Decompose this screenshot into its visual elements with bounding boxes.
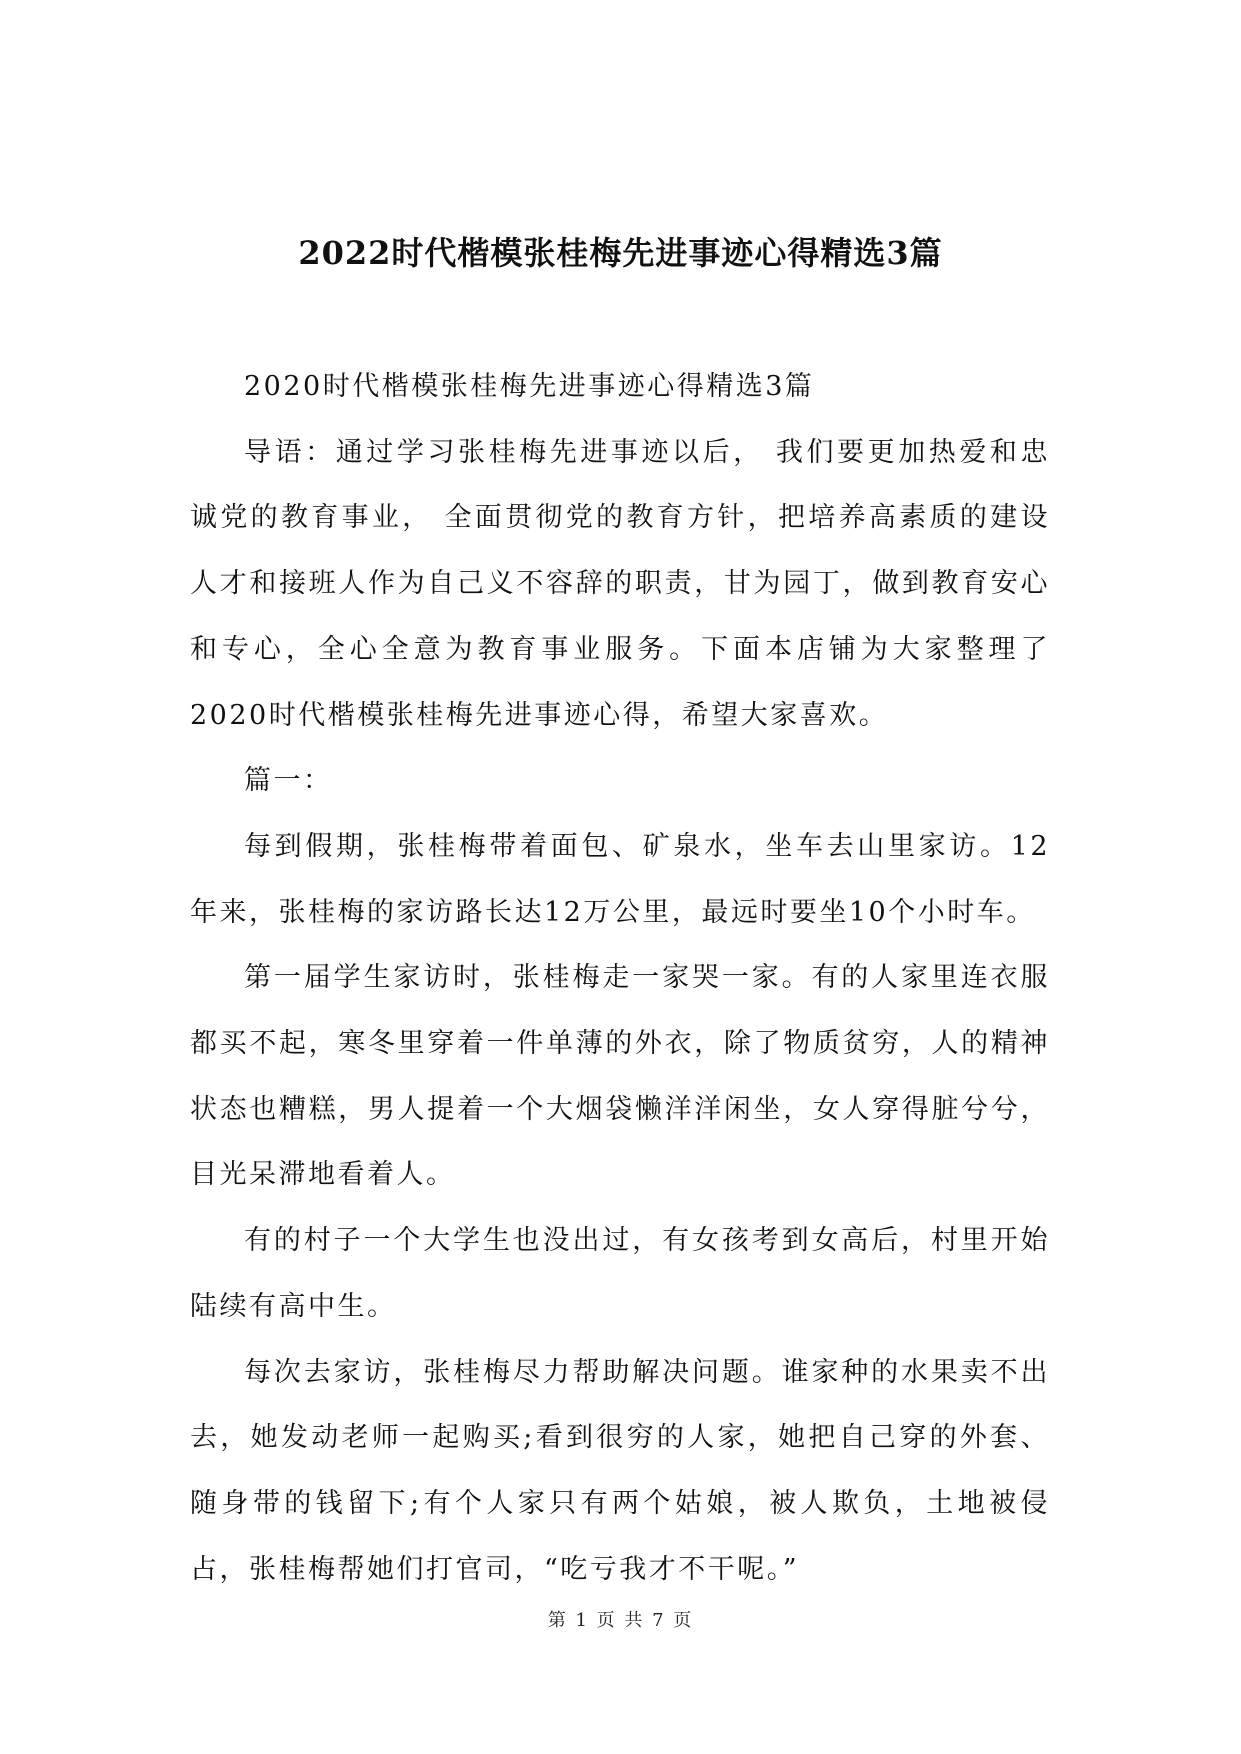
page-footer: 第 1 页 共 7 页 bbox=[547, 1610, 694, 1631]
paragraph: 每次去家访，张桂梅尽力帮助解决问题。谁家种的水果卖不出去，她发动老师一起购买;看到很穷的人家，她把自己穿的外套、随身带的钱留下;有个人家只有两个姑娘，被人欺负，土地被侵占，张桂梅帮她们打官司，“吃亏我才不干呢。” bbox=[190, 1356, 1050, 1585]
paragraph-intro: 导语：通过学习张桂梅先进事迹以后， 我们要更加热爱和忠诚党的教育事业， 全面贯彻党的教育方针，把培养高素质的建设人才和接班人作为自己义不容辞的职责，甘为园丁，做到教育安心和专心，全心全意为教育事业服务。下面本店铺为大家整理了2020时代楷模张桂梅先进事迹心得，希望大家喜欢。 bbox=[190, 436, 1050, 731]
paragraph: 每到假期，张桂梅带着面包、矿泉水，坐车去山里家访。12年来，张桂梅的家访路长达12万公里，最远时要坐10个小时车。 bbox=[190, 830, 1050, 928]
document-title: 2022时代楷模张桂梅先进事迹心得精选3篇 bbox=[298, 234, 943, 272]
paragraph: 有的村子一个大学生也没出过，有女孩考到女高后，村里开始陆续有高中生。 bbox=[190, 1225, 1050, 1322]
section-heading: 篇一： bbox=[244, 765, 333, 797]
paragraph: 第一届学生家访时，张桂梅走一家哭一家。有的人家里连衣服都买不起，寒冬里穿着一件单薄的外衣，除了物质贫穷，人的精神状态也糟糕，男人提着一个大烟袋懒洋洋闲坐，女人穿得脏兮兮，目光呆滞地看着人。 bbox=[190, 962, 1050, 1191]
paragraph-subtitle: 2020时代楷模张桂梅先进事迹心得精选3篇 bbox=[244, 371, 815, 402]
document-body bbox=[190, 354, 1050, 1602]
